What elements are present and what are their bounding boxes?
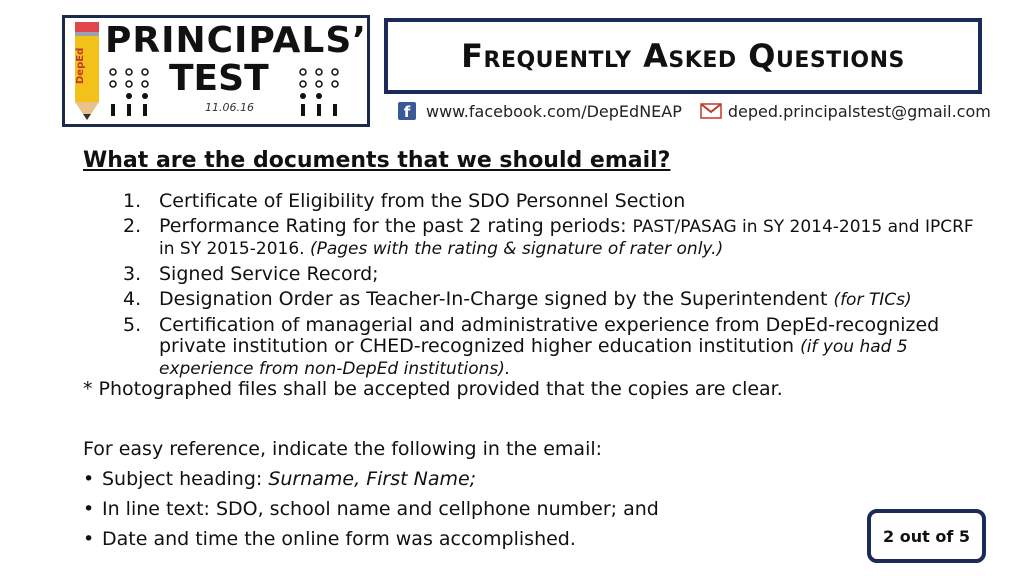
list-number: 1.	[123, 190, 142, 212]
list-item	[123, 315, 983, 380]
list-item	[123, 191, 983, 212]
principals-test-logo	[62, 15, 370, 127]
list-number: 3.	[123, 263, 142, 285]
bullet: •	[83, 528, 95, 550]
list-text: Performance Rating for the past 2 rating periods:	[159, 215, 633, 237]
list-text: Date and time the online form was accomplished.	[102, 528, 576, 550]
braille-decoration-right	[297, 66, 343, 116]
list-item	[83, 468, 659, 490]
braille-decoration-left	[107, 66, 153, 116]
page-title: Frequently Asked Questions	[461, 37, 905, 75]
documents-list	[123, 191, 983, 384]
email-link[interactable]: deped.principalstest@gmail.com	[727, 101, 991, 121]
bullet: •	[83, 468, 95, 490]
list-text-italic: Surname, First Name;	[268, 468, 477, 490]
list-item	[123, 216, 983, 260]
page-indicator: 2 out of 5	[867, 509, 986, 563]
list-text: Designation Order as Teacher-In-Charge signed by the Superintendent	[159, 288, 834, 310]
gmail-icon	[700, 103, 722, 119]
list-text-detail: PAST/PASAG in SY 2014-2015 and IPCRF in SY 2015-2016.	[159, 217, 974, 259]
bullet: •	[83, 498, 95, 520]
logo-subtitle: TEST	[169, 58, 269, 99]
list-item	[83, 498, 659, 520]
photo-note: * Photographed files shall be accepted provided that the copies are clear.	[83, 378, 783, 400]
list-text: Certificate of Eligibility from the SDO Personnel Section	[159, 190, 686, 212]
list-number: 5.	[123, 314, 142, 336]
logo-date: 11.06.16	[205, 101, 254, 114]
list-text-note: (Pages with the rating & signature of rater only.)	[309, 239, 724, 259]
list-text-note: (for TICs)	[833, 290, 912, 310]
contact-bar	[398, 100, 991, 122]
facebook-icon: f	[398, 102, 416, 120]
list-item	[123, 264, 983, 285]
facebook-link[interactable]: www.facebook.com/DepEdNEAP	[426, 101, 682, 121]
reference-intro: For easy reference, indicate the following in the email:	[83, 438, 603, 460]
pencil-label: DepEd	[75, 47, 86, 84]
list-number: 4.	[123, 288, 142, 310]
list-text: Subject heading:	[102, 468, 269, 490]
list-text: In line text: SDO, school name and cellphone number; and	[102, 498, 659, 520]
list-text-note: (if you had 5 experience from non-DepEd institutions).	[159, 337, 908, 379]
list-number: 2.	[123, 215, 142, 237]
list-item	[123, 289, 983, 311]
list-text: Certification of managerial and administrative experience from DepEd-recognized private institution or CHED-recognized higher education institution	[159, 314, 940, 357]
faq-title-box	[384, 18, 982, 94]
reference-list	[83, 468, 659, 558]
list-text: Signed Service Record;	[159, 263, 379, 285]
logo-title: PRINCIPALS’	[105, 20, 367, 61]
list-item	[83, 528, 659, 550]
question-heading: What are the documents that we should email?	[83, 148, 671, 173]
